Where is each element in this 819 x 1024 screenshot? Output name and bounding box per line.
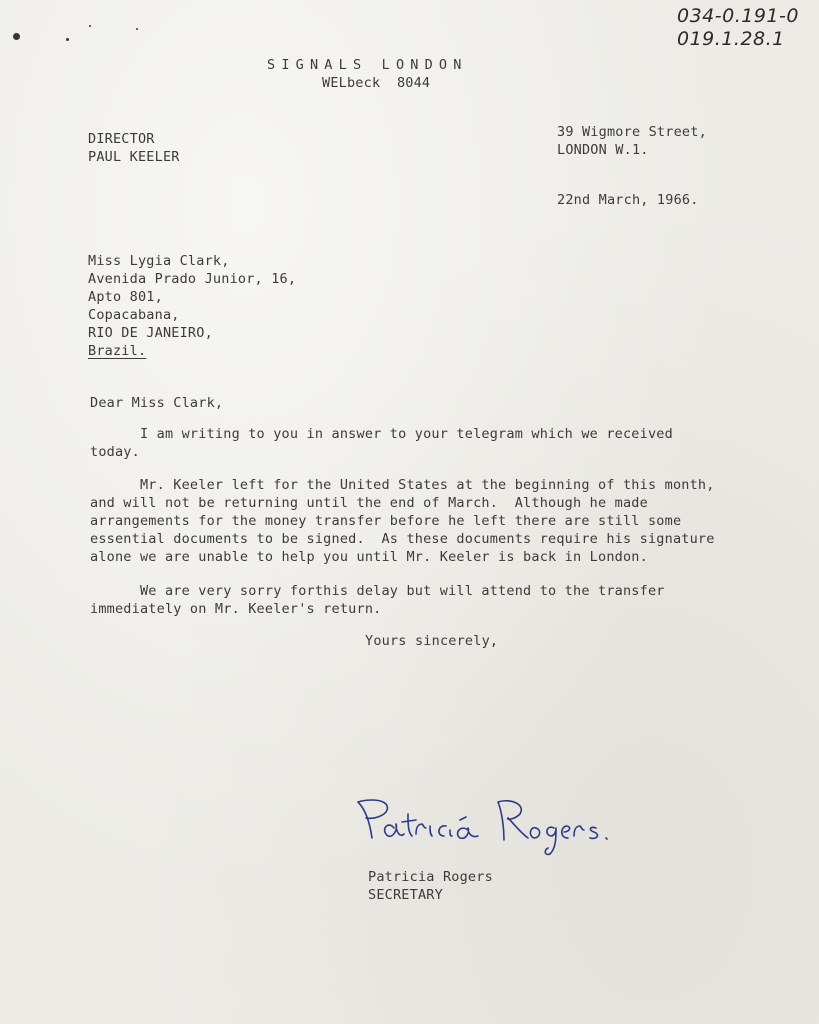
body-line: Mr. Keeler left for the United States at the beginning of this month, [90, 477, 715, 493]
signer-title: SECRETARY [368, 887, 443, 903]
sender-address-line: LONDON W.1. [557, 142, 649, 158]
letterhead-phone: WELbeck 8044 [322, 75, 431, 91]
recipient-line: Apto 801, [88, 289, 163, 305]
recipient-line: Copacabana, [88, 307, 180, 323]
archive-ref-2: 019.1.28.1 [677, 28, 785, 50]
recipient-line: RIO DE JANEIRO, [88, 325, 213, 341]
ink-speck [66, 38, 69, 41]
letter-date: 22nd March, 1966. [557, 192, 699, 208]
recipient-line: Miss Lygia Clark, [88, 253, 230, 269]
body-line: We are very sorry forthis delay but will attend to the transfer [90, 583, 665, 599]
body-line: arrangements for the money transfer before he left there are still some [90, 513, 682, 529]
body-line: I am writing to you in answer to your telegram which we received [90, 426, 673, 442]
signature-image [350, 790, 620, 860]
letterhead-org: SIGNALS LONDON [267, 57, 468, 73]
ink-speck [13, 33, 20, 40]
body-line: alone we are unable to help you until Mr. Keeler is back in London. [90, 549, 648, 565]
body-line: immediately on Mr. Keeler's return. [90, 601, 382, 617]
ink-speck [89, 25, 91, 27]
sender-address-line: 39 Wigmore Street, [557, 124, 707, 140]
recipient-country: Brazil. [88, 343, 147, 359]
ink-speck [136, 28, 138, 30]
closing: Yours sincerely, [365, 633, 499, 649]
archive-ref-1: 034-0.191-0 [677, 5, 799, 27]
director-title: DIRECTOR [88, 131, 155, 147]
body-line: essential documents to be signed. As these documents require his signature [90, 531, 715, 547]
body-line: today. [90, 444, 140, 460]
body-line: and will not be returning until the end of March. Although he made [90, 495, 648, 511]
recipient-line: Avenida Prado Junior, 16, [88, 271, 297, 287]
director-name: PAUL KEELER [88, 149, 180, 165]
salutation: Dear Miss Clark, [90, 395, 224, 411]
signer-name: Patricia Rogers [368, 869, 493, 885]
